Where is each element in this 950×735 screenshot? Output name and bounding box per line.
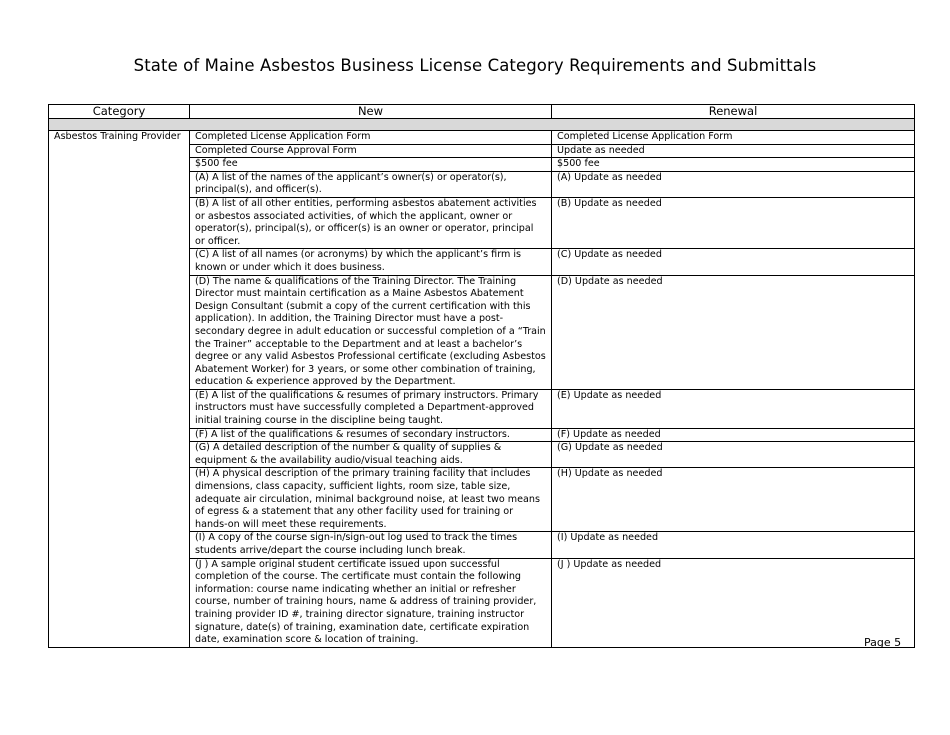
renewal-cell: Update as needed	[552, 144, 915, 158]
new-cell: Completed License Application Form	[190, 131, 552, 145]
new-cell: (E) A list of the qualifications & resumes of primary instructors. Primary instructors must have successfully completed a Department-approved initial training course in the discipline being taught.	[190, 389, 552, 428]
renewal-cell: Completed License Application Form	[552, 131, 915, 145]
header-row	[49, 105, 915, 119]
separator-row	[49, 119, 915, 131]
new-cell: (I) A copy of the course sign-in/sign-out log used to track the times students arrive/depart the course including lunch break.	[190, 532, 552, 558]
page-number: Page 5	[864, 636, 902, 649]
renewal-cell: (F) Update as needed	[552, 428, 915, 442]
requirements-table	[48, 104, 915, 648]
renewal-cell: (E) Update as needed	[552, 389, 915, 428]
header-new: New	[190, 105, 552, 119]
renewal-cell: (A) Update as needed	[552, 171, 915, 197]
page-title: State of Maine Asbestos Business License Category Requirements and Submittals	[133, 56, 817, 75]
renewal-cell: (I) Update as needed	[552, 532, 915, 558]
category-cell: Asbestos Training Provider	[49, 131, 190, 648]
renewal-cell: (J ) Update as needed	[552, 558, 915, 647]
renewal-cell: (G) Update as needed	[552, 442, 915, 468]
renewal-cell: (B) Update as needed	[552, 197, 915, 248]
renewal-cell: (C) Update as needed	[552, 249, 915, 275]
new-cell: (B) A list of all other entities, performing asbestos abatement activities or asbestos associated activities, of which the applicant, owner or operator(s), principal(s), or officer(s) is an owner or operator, principal or officer.	[190, 197, 552, 248]
new-cell: (G) A detailed description of the number & quality of supplies & equipment & the availability audio/visual teaching aids.	[190, 442, 552, 468]
new-cell: Completed Course Approval Form	[190, 144, 552, 158]
renewal-cell: (D) Update as needed	[552, 275, 915, 389]
renewal-cell: (H) Update as needed	[552, 468, 915, 532]
renewal-cell: $500 fee	[552, 158, 915, 172]
new-cell: (D) The name & qualifications of the Training Director. The Training Director must maintain certification as a Maine Asbestos Abatement Design Consultant (submit a copy of the current certification with this application). In addition, the Training Director must have a post-secondary degree in adult education or successful completion of a “Train the Trainer” acceptable to the Department and at least a bachelor’s degree or any valid Asbestos Professional certificate (excluding Asbestos Abatement Worker) for 3 years, or some other combination of training, education & experience approved by the Department.	[190, 275, 552, 389]
table-row	[49, 131, 915, 145]
new-cell: (C) A list of all names (or acronyms) by which the applicant’s firm is known or under which it does business.	[190, 249, 552, 275]
new-cell: $500 fee	[190, 158, 552, 172]
separator-cell	[49, 119, 915, 131]
new-cell: (H) A physical description of the primary training facility that includes dimensions, class capacity, sufficient lights, room size, table size, adequate air circulation, minimal background noise, at least two means of egress & a statement that any other facility used for training or hands-on will meet these requirements.	[190, 468, 552, 532]
new-cell: (A) A list of the names of the applicant’s owner(s) or operator(s), principal(s), and officer(s).	[190, 171, 552, 197]
header-category: Category	[49, 105, 190, 119]
new-cell: (J ) A sample original student certificate issued upon successful completion of the course. The certificate must contain the following information: course name indicating whether an initial or refresher course, number of training hours, name & address of training provider, training provider ID #, training director signature, training instructor signature, date(s) of training, examination date, certificate expiration date, examination score & location of training.	[190, 558, 552, 647]
new-cell: (F) A list of the qualifications & resumes of secondary instructors.	[190, 428, 552, 442]
header-renewal: Renewal	[552, 105, 915, 119]
